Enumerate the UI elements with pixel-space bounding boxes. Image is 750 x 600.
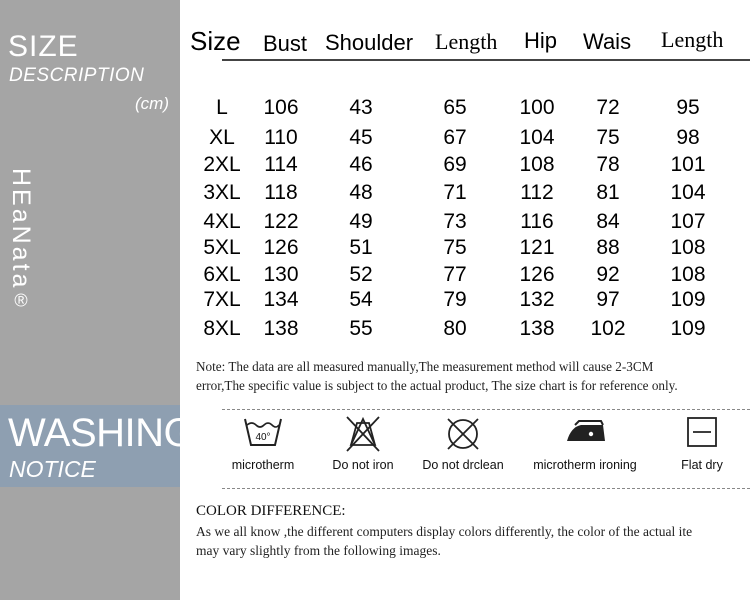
- measurement-cell: 108: [519, 153, 555, 176]
- measurement-cell: 126: [519, 263, 555, 286]
- washing-top-divider: [222, 409, 750, 410]
- measurement-cell: 126: [263, 236, 299, 259]
- measurement-cell: 84: [596, 210, 620, 233]
- measurement-cell: 108: [670, 236, 706, 259]
- measurement-cell: 122: [263, 210, 299, 233]
- size-subtitle: DESCRIPTION: [9, 65, 145, 86]
- measurement-cell: 49: [349, 210, 373, 233]
- measurement-cell: 69: [443, 153, 467, 176]
- wash-temp-label: 40°: [255, 432, 271, 443]
- measurement-cell: 75: [443, 236, 467, 259]
- size-cell: XL: [209, 126, 235, 149]
- color-difference-text: [196, 522, 750, 560]
- column-header: Hip: [524, 28, 558, 53]
- measurement-cell: 45: [349, 126, 373, 149]
- column-header: Length: [661, 27, 724, 52]
- measurement-cell: 101: [670, 153, 706, 176]
- measurement-cell: 43: [349, 96, 373, 119]
- flat-dry-icon: [685, 415, 719, 449]
- measurement-cell: 116: [520, 210, 554, 233]
- measurement-cell: 97: [596, 288, 620, 311]
- brand-name: HEaNata: [7, 168, 35, 291]
- size-cell: 6XL: [203, 263, 241, 286]
- unit-label: (cm): [135, 94, 169, 113]
- wash-item-low-iron: [533, 415, 637, 475]
- measurement-cell: 121: [519, 236, 555, 259]
- measurement-cell: 118: [264, 181, 298, 204]
- measurement-cell: 98: [676, 126, 700, 149]
- washing-subtitle: NOTICE: [9, 456, 96, 482]
- measurement-cell: 77: [443, 263, 467, 286]
- measurement-cell: 138: [263, 317, 299, 340]
- size-cell: 2XL: [203, 153, 241, 176]
- measurement-cell: 102: [590, 317, 626, 340]
- measurement-cell: 104: [519, 126, 555, 149]
- measurement-cell: 73: [443, 210, 467, 233]
- measurement-cell: 138: [519, 317, 555, 340]
- measurement-cell: 109: [670, 317, 706, 340]
- wash-item-no-iron: [311, 415, 415, 475]
- measurement-cell: 54: [349, 288, 373, 311]
- measurement-cell: 72: [596, 96, 620, 119]
- brand-logo: [5, 168, 35, 338]
- size-cell: 7XL: [203, 288, 241, 311]
- color-line-1: As we all know ,the different computers display colors differently, the color of the actual ite: [196, 524, 693, 539]
- measurement-cell: 46: [349, 153, 373, 176]
- no-iron-icon: [343, 415, 383, 453]
- measurement-cell: 130: [263, 263, 299, 286]
- column-header: Bust: [263, 31, 308, 56]
- washing-bottom-divider: [222, 488, 750, 489]
- measurement-cell: 95: [676, 96, 700, 119]
- measurement-cell: 71: [443, 181, 467, 204]
- measurement-cell: 104: [670, 181, 706, 204]
- wash-item-flat-dry: [650, 415, 750, 475]
- measurement-cell: 51: [349, 236, 373, 259]
- wash-label: microtherm ironing: [533, 458, 637, 472]
- washing-title: WASHING: [8, 411, 195, 455]
- measurement-cell: 67: [443, 126, 467, 149]
- header-divider: [222, 59, 750, 61]
- measurement-cell: 108: [670, 263, 706, 286]
- measurement-cell: 80: [443, 317, 467, 340]
- measurement-cell: 78: [596, 153, 620, 176]
- measurement-cell: 52: [349, 263, 373, 286]
- column-header: Shoulder: [325, 30, 414, 55]
- size-cell: 8XL: [203, 317, 241, 340]
- wash-label: Do not iron: [332, 458, 394, 472]
- measurement-cell: 75: [596, 126, 620, 149]
- note-line-1: Note: The data are all measured manually,The measurement method will cause 2-3CM: [196, 359, 654, 374]
- size-cell: L: [216, 96, 228, 119]
- size-cell: 4XL: [203, 210, 241, 233]
- wash-label: microtherm: [231, 458, 295, 472]
- measurement-cell: 48: [349, 181, 373, 204]
- measurement-cell: 110: [264, 126, 298, 149]
- measurement-cell: 81: [596, 181, 620, 204]
- measurement-cell: 79: [443, 288, 467, 311]
- measurement-cell: 134: [263, 288, 299, 311]
- measurement-cell: 88: [596, 236, 620, 259]
- column-header: Size: [190, 26, 241, 56]
- wash-label: Do not drclean: [422, 458, 504, 472]
- measurement-cell: 109: [670, 288, 706, 311]
- measurement-cell: 92: [596, 263, 620, 286]
- color-difference-title: COLOR DIFFERENCE:: [196, 503, 346, 519]
- column-header: Wais: [583, 29, 632, 54]
- wash-item-no-dryclean: [411, 415, 515, 475]
- measurement-cell: 55: [349, 317, 373, 340]
- wash-label: Flat dry: [681, 458, 723, 472]
- measurement-cell: 106: [263, 96, 299, 119]
- iron-low-icon: [561, 415, 609, 447]
- registered-mark: ®: [11, 290, 31, 314]
- measurement-cell: 107: [670, 210, 706, 233]
- note-line-2: error,The specific value is subject to the actual product, The size chart is for reference only.: [196, 378, 678, 393]
- measurement-cell: 132: [519, 288, 555, 311]
- no-dryclean-icon: [443, 415, 483, 453]
- measurement-cell: 112: [520, 181, 554, 204]
- column-header: Length: [435, 29, 498, 54]
- measurement-cell: 65: [443, 96, 467, 119]
- measurement-note: [196, 357, 748, 395]
- wash-item-microtherm: [211, 415, 315, 475]
- measurement-cell: 114: [264, 153, 298, 176]
- measurement-cell: 100: [519, 96, 555, 119]
- size-title: SIZE: [8, 30, 79, 63]
- size-cell: 5XL: [203, 236, 241, 259]
- wash-40-icon: [242, 415, 284, 449]
- size-cell: 3XL: [203, 181, 241, 204]
- color-line-2: may vary slightly from the following images.: [196, 543, 441, 558]
